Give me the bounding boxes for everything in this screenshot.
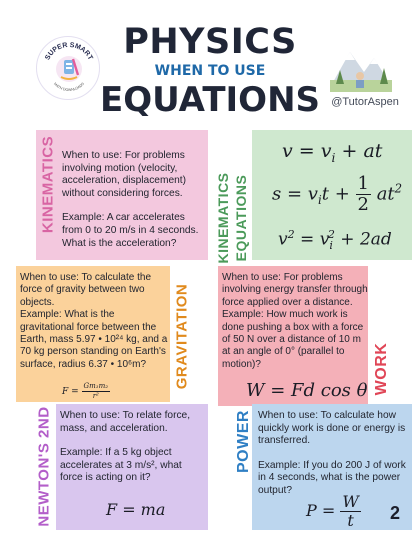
eq2-fraction bbox=[356, 175, 371, 214]
kinematics-equations-label-line1: KINEMATICS bbox=[215, 172, 231, 264]
page-title: PHYSICS bbox=[123, 22, 297, 62]
gravitation-text bbox=[20, 272, 170, 371]
power-when: When to use: To calculate how quickly work is done or energy is transferred. bbox=[258, 410, 406, 447]
eq2-sup: 2 bbox=[394, 181, 403, 196]
power-example: Example: If you do 200 J of work in 4 seconds, what is the power output? bbox=[258, 459, 406, 496]
page-number: 2 bbox=[390, 503, 401, 523]
power-den: t bbox=[347, 511, 354, 530]
power-fraction bbox=[340, 494, 360, 529]
power-formula-lhs: P bbox=[306, 501, 317, 520]
svg-text:MATH DOWNLOADS bbox=[53, 81, 85, 92]
work-formula: W = Fd cos θ bbox=[246, 380, 368, 401]
eq2-v: v bbox=[307, 183, 318, 205]
eq1-lhs: v bbox=[282, 140, 293, 162]
gravitation-formula: F = $\frac{\text{Gm₁m₂}}{\text{r²}}$ bbox=[62, 382, 109, 400]
eq1-at: at bbox=[363, 140, 383, 162]
eq3-sub: i bbox=[329, 239, 333, 253]
gravitation-num: Gm₁m₂ bbox=[83, 382, 109, 390]
mountain-illustration bbox=[330, 40, 392, 92]
work-when: When to use: For problems involving energy transfer through force applied over a distance. bbox=[222, 272, 368, 308]
eq2-lhs: s bbox=[272, 183, 282, 205]
newtons-example: Example: If a 5 kg object accelerates at 3 m/s², what force is acting on it? bbox=[60, 447, 182, 484]
newtons-formula: F = ma bbox=[106, 500, 166, 519]
power-num: W bbox=[342, 492, 359, 511]
eq3-v: v bbox=[319, 229, 330, 250]
eq1-v: v bbox=[320, 140, 332, 162]
eq2-num: 1 bbox=[357, 173, 369, 194]
logo-text-bottom: MATH DOWNLOADS bbox=[52, 81, 86, 93]
eq3-lhs: v bbox=[278, 229, 288, 250]
eq2-t: t bbox=[321, 183, 329, 205]
kinematics-when: When to use: For problems involving motion (velocity, acceleration, displacement) without considering forces. bbox=[62, 150, 187, 199]
kinematics-example: Example: A car accelerates from 0 to 20 m/s in 4 seconds. What is the acceleration? bbox=[62, 212, 199, 249]
newtons-text bbox=[60, 410, 206, 485]
eq2-den: 2 bbox=[357, 194, 369, 215]
gravitation-when: When to use: To calculate the force of gravity between two objects. bbox=[20, 272, 152, 308]
gravitation-label: GRAVITATION bbox=[173, 283, 191, 390]
brand-logo bbox=[36, 36, 100, 100]
kinematics-equations-label-line2: EQUATIONS bbox=[233, 174, 249, 262]
eq3-tail: 2ad bbox=[359, 229, 392, 250]
eq1-sub: i bbox=[331, 150, 336, 165]
author-handle: @TutorAspen bbox=[331, 96, 399, 108]
page-title-bottom: EQUATIONS bbox=[99, 80, 321, 120]
eq3-sup: 2 bbox=[327, 228, 335, 241]
brand-logo-icon bbox=[37, 37, 101, 101]
logo-text-top: SUPER SMART bbox=[44, 41, 94, 62]
mountain-icon bbox=[330, 40, 392, 92]
gravitation-den: r² bbox=[92, 392, 99, 400]
power-text bbox=[258, 410, 408, 498]
gravitation-example: Example: What is the gravitational force between the Earth, mass 5.97 • 10²⁴ kg, and a 70 kg person standing on Earth's surface, radius 6.37 • 10⁶m? bbox=[20, 309, 168, 370]
eq2-tail: at bbox=[376, 183, 395, 205]
eq2-sub: i bbox=[317, 193, 322, 208]
kinematics-text bbox=[62, 150, 204, 250]
work-text bbox=[222, 272, 368, 371]
gravitation-formula-lhs: F bbox=[62, 387, 69, 397]
newtons-when: When to use: To relate force, mass, and acceleration. bbox=[60, 410, 191, 434]
power-label: POWER bbox=[235, 410, 252, 473]
gravitation-fraction bbox=[82, 383, 110, 400]
equation-displacement: $s = v_it$ + $\frac{1}{2}$ $at^2$ bbox=[272, 173, 403, 215]
work-example: Example: How much work is done pushing a box with a force of 50 N over a distance of 10 m at an angle of 0° (parallel to motion)? bbox=[222, 309, 364, 370]
newtons-label: NEWTON'S 2ND bbox=[35, 406, 53, 527]
eq3-lhs-sup: 2 bbox=[287, 228, 295, 241]
kinematics-label: KINEMATICS bbox=[39, 135, 57, 234]
page-subtitle: WHEN TO USE bbox=[154, 63, 266, 79]
equation-velocity: $v = v_i$ + at bbox=[282, 140, 383, 165]
power-formula: P = $\frac{W}{t}$ bbox=[306, 492, 359, 530]
equation-velocity-squared: $v^2 = v_i^2 + 2ad$ bbox=[278, 228, 392, 253]
work-label: WORK bbox=[373, 342, 390, 396]
